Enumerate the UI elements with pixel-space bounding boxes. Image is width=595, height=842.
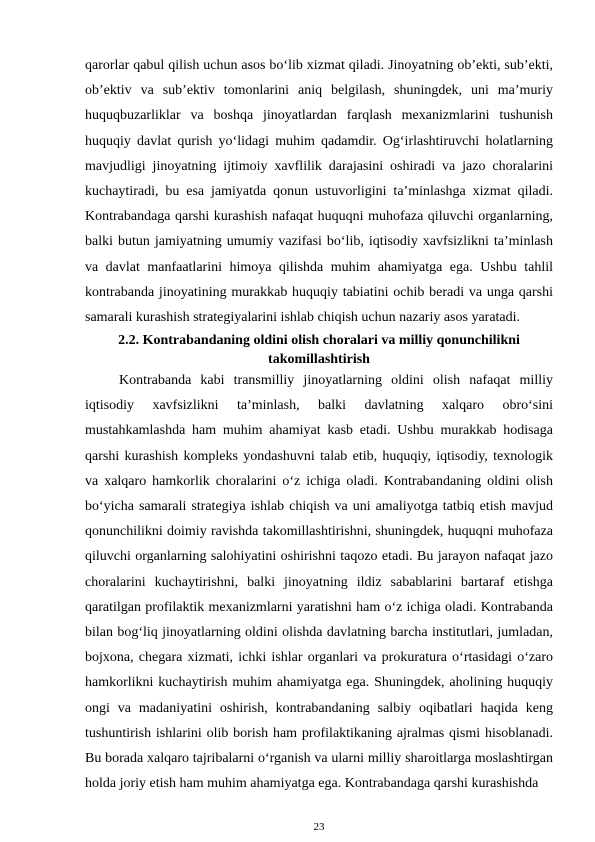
page-number: 23 — [313, 821, 325, 833]
body-paragraph: Kontrabanda kabi transmilliy jinoyatlarning oldini olish nafaqat milliy iqtisodiy xavfsizlikni ta’minlash, balki davlatning xalqaro obro‘sini mustahkamlashda ham muhim ahamiyat kasb etadi. Ushbu murakkab hodisaga qarshi kurashish kompleks yondashuvni talab etib, huquqiy, iqtisodiy, texnologik va xalqaro hamkorlik choralarini o‘z ichiga oladi. Kontrabandaning oldini olish bo‘yicha samarali strategiya ishlab chiqish va uni amaliyotga tatbiq etish mavjud qonunchilikni doimiy ravishda takomillashtirishni, shuningdek, huquqni muhofaza qiluvchi organlarning salohiyatini oshirishni taqozo etadi. Bu jarayon nafaqat jazo choralarini kuchaytirishni, balki jinoyatning ildiz sabablarini bartaraf etishga qaratilgan profilaktik mexanizmlarni yaratishni ham o‘z ichiga oladi. Kontrabanda bilan bog‘liq jinoyatlarning oldini olishda davlatning barcha institutlari, jumladan, bojxona, chegara xizmati, ichki ishlar organlari va prokuratura o‘rtasidagi o‘zaro hamkorlikni kuchaytirish muhim ahamiyatga ega. Shuningdek, aholining huquqiy ongi va madaniyatini oshirish, kontrabandaning salbiy oqibatlari haqida keng tushuntirish ishlarini olib borish ham profilaktikaning ajralmas qismi hisoblanadi. Bu borada xalqaro tajribalarni o‘rganish va ularni milliy sharoitlarga moslashtirgan holda joriy etish ham muhim ahamiyatga ega. Kontrabandaga qarshi kurashishda — [85, 373, 553, 792]
section-heading: 2.2. Kontrabandaning oldini olish choralari va milliy qonunchilikni takomillashtirish — [118, 333, 520, 367]
body-paragraph-continued: qarorlar qabul qilish uchun asos bo‘lib xizmat qiladi. Jinoyatning ob’ekti, sub’ekti, ob’ektiv va sub’ektiv tomonlarini aniq belgilash, shuningdek, uni ma’muriy huquqbuzarliklar va boshqa jinoyatlardan farqlash mexanizmlarini tushunish huquqiy davlat qurish yo‘lidagi muhim qadamdir. Og‘irlashtiruvchi holatlarning mavjudligi jinoyatning ijtimoiy xavflilik darajasini oshiradi va jazo choralarini kuchaytiradi, bu esa jamiyatda qonun ustuvorligini ta’minlashga xizmat qiladi. Kontrabandaga qarshi kurashish nafaqat huquqni muhofaza qiluvchi organlarning, balki butun jamiyatning umumiy vazifasi bo‘lib, iqtisodiy xavfsizlikni ta’minlash va davlat manfaatlarini himoya qilishda muhim ahamiyatga ega. Ushbu tahlil kontrabanda jinoyatining murakkab huquqiy tabiatini ochib beradi va unga qarshi samarali kurashish strategiyalarini ishlab chiqish uchun nazariy asos yaratadi. — [85, 58, 553, 326]
